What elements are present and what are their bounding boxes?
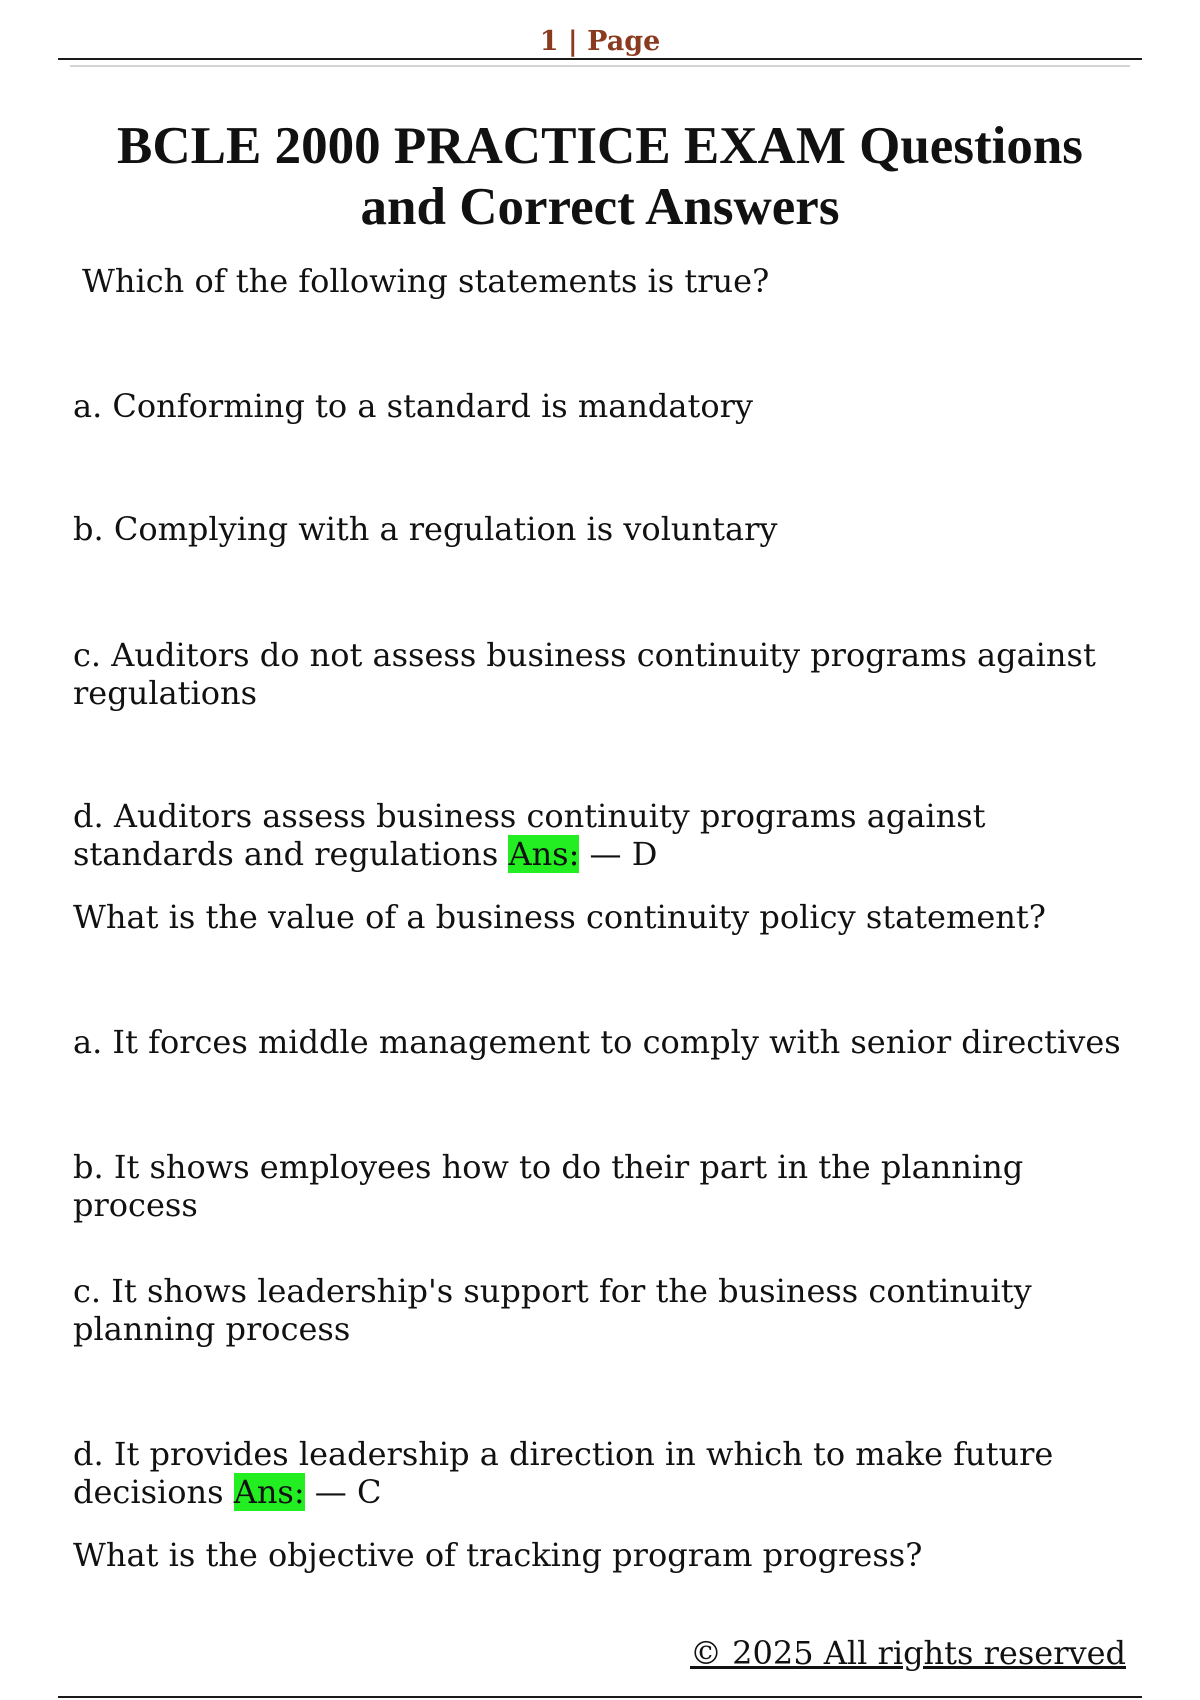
q1-option-c: c. Auditors do not assess business continuity programs against regulations [73,636,1096,712]
q2-option-d-text: d. It provides leadership a direction in which to make future decisions [73,1435,1054,1511]
q1-option-b: b. Complying with a regulation is voluntary [73,510,778,548]
q2-option-d [73,1435,1133,1511]
document-title: BCLE 2000 PRACTICE EXAM Questions and Correct Answers [117,117,1083,236]
q2-option-c: c. It shows leadership's support for the business continuity planning process [73,1272,1032,1348]
q1-option-d [73,797,1133,873]
copyright-notice: © 2025 All rights reserved [690,1634,1126,1672]
q2-answer-label: Ans: [233,1473,305,1511]
q1-answer-value: — D [589,835,658,873]
q1-option-a: a. Conforming to a standard is mandatory [73,387,753,425]
question-2-text: What is the value of a business continuity policy statement? [73,898,1046,936]
page-header [58,22,1142,60]
q2-option-b: b. It shows employees how to do their part in the planning process [73,1148,1024,1224]
q2-answer-value: — C [314,1473,382,1511]
question-3-text: What is the objective of tracking program progress? [73,1536,923,1574]
q1-option-d-text: d. Auditors assess business continuity programs against standards and regulations [73,797,986,873]
q1-answer-label: Ans: [508,835,580,873]
page-footer [58,1630,1142,1698]
page-number-label: 1 | Page [539,26,661,57]
q2-option-a: a. It forces middle management to comply with senior directives [73,1023,1121,1061]
question-1-text: Which of the following statements is true? [82,262,770,300]
header-divider [70,65,1130,67]
